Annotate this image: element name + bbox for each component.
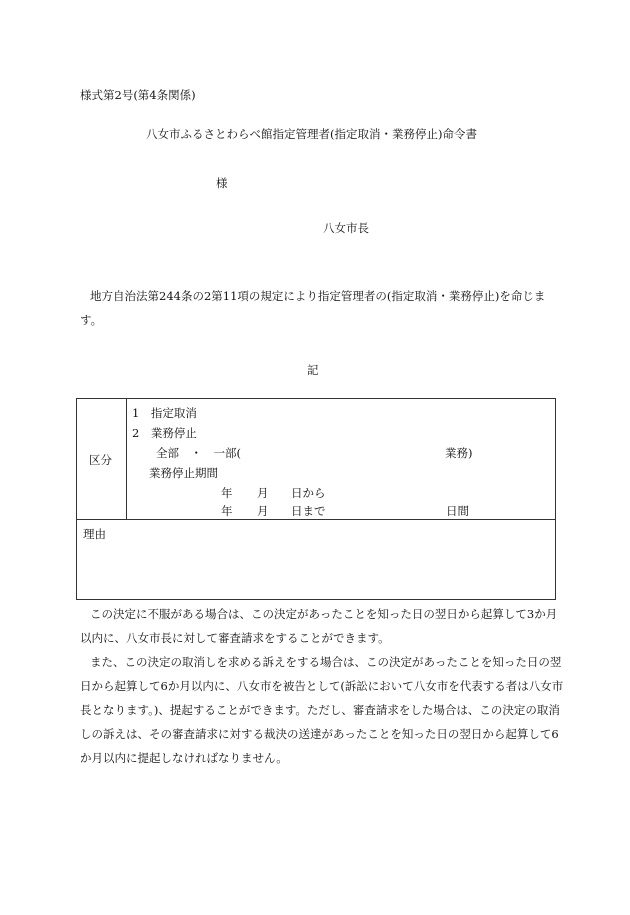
suspension-period-label: 業務停止期間 [149,466,218,480]
issuer-name: 八女市長 [323,221,369,235]
option-suspension: 2 業務停止 [132,426,197,440]
to-month: 月 [257,504,269,518]
document-title: 八女市ふるさとわらべ館指定管理者(指定取消・業務停止)命令書 [146,127,477,141]
order-details-table [76,398,556,600]
days-label: 日間 [446,504,469,518]
table-row-divider [77,519,555,520]
suspension-scope: 全部 ・ 一部( [156,446,241,460]
table-column-divider [126,399,127,519]
reason-label: 理由 [83,527,106,541]
from-month: 月 [257,486,269,500]
category-label: 区分 [89,453,112,467]
to-day: 日まで [291,504,326,518]
appeal-note: この決定に不服がある場合は、この決定があったことを知った日の翌日から起算して3か月以内に、八女市長に対して審査請求をすることができます。 [80,607,558,645]
option-revocation: 1 指定取消 [132,406,197,420]
main-text: 地方自治法第244条の2第11項の規定により指定管理者の(指定取消・業務停止)を命じます。 [80,289,546,327]
to-year: 年 [221,504,233,518]
appeal-notes [80,602,564,770]
ki-heading: 記 [307,363,319,377]
form-number: 様式第2号(第4条関係) [80,88,196,102]
from-year: 年 [221,486,233,500]
suspension-scope-end: 業務) [445,446,473,460]
from-day: 日から [291,486,326,500]
recipient-suffix: 様 [216,176,228,190]
appeal-note: また、この決定の取消しを求める訴えをする場合は、この決定があったことを知った日の翌日から起算して6か月以内に、八女市を被告として(訴訟において八女市を代表する者は八女市長となります。)、提起することができます。ただし、審査請求をした場合は、この決定の取消しの訴えは、その審査請求に対する裁決の送達があったことを知った日の翌日から起算して6か月以内に提起しなければなりません。 [80,655,564,765]
